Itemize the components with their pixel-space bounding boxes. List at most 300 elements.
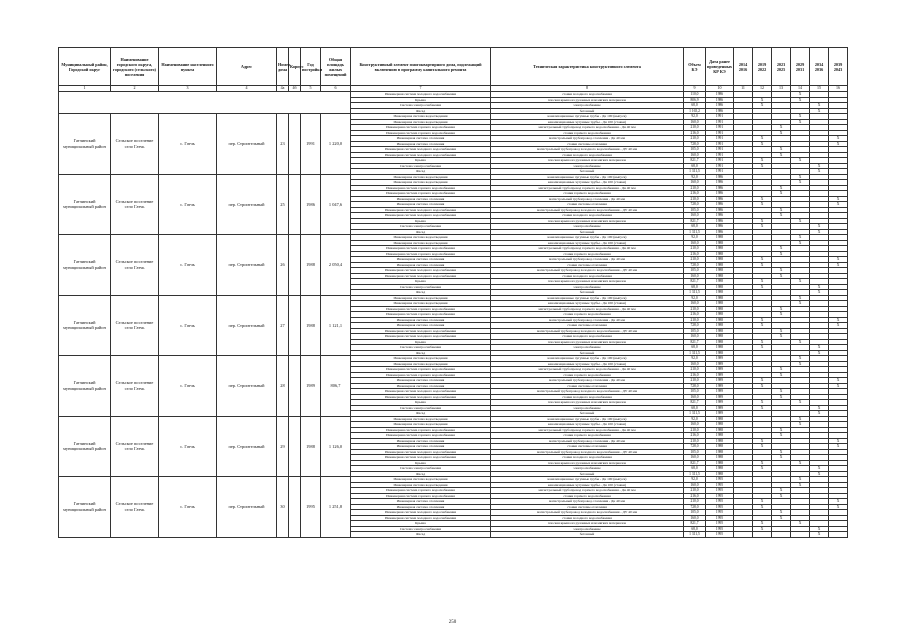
element-cell: Инженерная система водоотведения — [351, 477, 491, 483]
element-cell: Инженерная система горячего водоснабжения — [351, 493, 491, 499]
settlement-cell: Сельское поселение село Гатчь — [111, 295, 159, 356]
building-cell — [289, 416, 301, 477]
period-mark-cell: X — [791, 521, 810, 527]
area-cell: 806,7 — [321, 356, 351, 417]
period-mark-cell: X — [791, 180, 810, 186]
period-mark-cell: X — [753, 284, 772, 290]
volume-cell: 160,0 — [684, 301, 706, 307]
period-mark-cell: X — [753, 504, 772, 510]
characteristic-cell: магистральный трубопровод горячего водоснабжения - Дн 40 мм — [491, 427, 684, 433]
characteristic-cell: магистральный трубопровод холодного водоснабжения - ДУ 40 мм — [491, 510, 684, 516]
volume-cell: 92,0 — [684, 477, 706, 483]
header-locality: Наименование населенного пункта — [159, 48, 217, 86]
element-cell: Инженерная система водоотведения — [351, 422, 491, 428]
volume-cell: 1 311,5 — [684, 290, 706, 296]
prev-repair-cell: 1989 — [706, 411, 734, 417]
period-mark-cell: X — [753, 460, 772, 466]
period-mark-cell: X — [772, 125, 791, 131]
element-cell: Инженерная система горячего водоснабжения — [351, 433, 491, 439]
prev-repair-cell: 1995 — [706, 477, 734, 483]
header-prev-repair: Дата ранее проведенных КР КЭ — [706, 48, 734, 86]
period-mark-cell: X — [772, 394, 791, 400]
period-mark-cell: X — [753, 383, 772, 389]
characteristic-cell: магистральный трубопровод горячего водоснабжения - Дн 40 мм — [491, 246, 684, 252]
period-mark-cell: X — [810, 532, 829, 538]
period-mark-cell: X — [829, 196, 848, 202]
prev-repair-cell: 1989 — [706, 405, 734, 411]
prev-repair-cell: 1991 — [706, 147, 734, 153]
prev-repair-cell: 1991 — [706, 125, 734, 131]
period-mark-cell: X — [810, 290, 829, 296]
prev-repair-cell: 1991 — [706, 152, 734, 158]
year-cell: 1988 — [301, 295, 321, 356]
element-cell: Инженерная система водоотведения — [351, 114, 491, 120]
period-mark-cell: X — [791, 97, 810, 103]
register-sheet — [58, 47, 847, 538]
period-mark-cell: X — [753, 526, 772, 532]
building-cell — [289, 295, 301, 356]
volume-cell: 92,0 — [684, 356, 706, 362]
prev-repair-cell: 1986 — [706, 185, 734, 191]
characteristic-cell: магистральный трубопровод холодного водоснабжения - ДУ 40 мм — [491, 207, 684, 213]
characteristic-cell: канализационные чугунные трубы - Дн 100 (стояки) — [491, 119, 684, 125]
element-cell: Инженерная система холодного водоснабжения — [351, 394, 491, 400]
area-cell: 1 220,0 — [321, 114, 351, 175]
prev-repair-cell: 1986 — [706, 191, 734, 197]
period-mark-cell: X — [772, 455, 791, 461]
locality-cell: с. Гатчь — [159, 477, 217, 538]
characteristic-cell: стояки системы отопления — [491, 202, 684, 208]
characteristic-cell: стояки системы отопления — [491, 323, 684, 329]
element-cell: Инженерная система горячего водоснабжения — [351, 372, 491, 378]
period-mark-cell: X — [791, 235, 810, 241]
header-rayon: Муниципальный район, Городской округ — [59, 48, 111, 86]
period-mark-cell: X — [829, 323, 848, 329]
table-body — [59, 92, 848, 538]
volume-cell: 110,0 — [684, 92, 706, 98]
volume-cell: 68,0 — [684, 163, 706, 169]
volume-cell: 821,7 — [684, 400, 706, 406]
house-cell: 30 — [277, 477, 289, 538]
volume-cell: 728,0 — [684, 141, 706, 147]
element-cell: Инженерная система отопления — [351, 262, 491, 268]
house-cell: 29 — [277, 416, 289, 477]
element-cell: Инженерная система отопления — [351, 317, 491, 323]
characteristic-cell: стояки холодного водоснабжения — [491, 273, 684, 279]
rayon-cell: Гатчинский муниципальный район — [59, 477, 111, 538]
characteristic-cell: магистральный трубопровод холодного водоснабжения - ДУ 40 мм — [491, 449, 684, 455]
volume-cell: 160,0 — [684, 152, 706, 158]
characteristic-cell: электроснабжение — [491, 526, 684, 532]
period-mark-cell: X — [772, 372, 791, 378]
period-mark-cell: X — [791, 356, 810, 362]
volume-cell: 105,0 — [684, 449, 706, 455]
prev-repair-cell: 1995 — [706, 532, 734, 538]
period-mark-cell: X — [829, 499, 848, 505]
volume-cell: 160,0 — [684, 482, 706, 488]
characteristic-cell: стояки системы отопления — [491, 504, 684, 510]
element-cell: Инженерная система водоотведения — [351, 301, 491, 307]
period-mark-cell: X — [772, 213, 791, 219]
period-mark-cell — [829, 532, 848, 538]
element-cell: Инженерная система отопления — [351, 202, 491, 208]
volume-cell: 68,0 — [684, 466, 706, 472]
period-mark-cell: X — [829, 378, 848, 384]
element-cell: Инженерная система холодного водоснабжения — [351, 334, 491, 340]
prev-repair-cell: 1988 — [706, 246, 734, 252]
volume-cell: 210,0 — [684, 488, 706, 494]
characteristic-cell: электроснабжение — [491, 405, 684, 411]
area-cell: 1 121,1 — [321, 295, 351, 356]
prev-repair-cell: 1988 — [706, 334, 734, 340]
element-cell: Инженерная система водоотведения — [351, 482, 491, 488]
volume-cell: 160,0 — [684, 334, 706, 340]
area-cell: 1 047,6 — [321, 174, 351, 235]
column-index-cell: 16 — [829, 86, 848, 92]
address-cell: пер. Строительный — [217, 235, 277, 296]
period-mark-cell: X — [753, 323, 772, 329]
locality-cell: с. Гатчь — [159, 356, 217, 417]
prev-repair-cell: 1989 — [706, 389, 734, 395]
period-mark-cell: X — [791, 218, 810, 224]
characteristic-cell: электроснабжение — [491, 103, 684, 109]
continuation-cell — [59, 92, 351, 114]
characteristic-cell: стояки холодного водоснабжения — [491, 92, 684, 98]
period-mark-cell: X — [753, 339, 772, 345]
prev-repair-cell: 1988 — [706, 339, 734, 345]
period-mark-cell: X — [810, 284, 829, 290]
volume-cell: 68,0 — [684, 103, 706, 109]
prev-repair-cell: 1988 — [706, 345, 734, 351]
prev-repair-cell: 1991 — [706, 163, 734, 169]
period-mark-cell: X — [753, 345, 772, 351]
prev-repair-cell: 1986 — [706, 207, 734, 213]
prev-repair-cell: 1986 — [706, 180, 734, 186]
area-cell: 1 126,0 — [321, 416, 351, 477]
column-index-cell: 4а — [277, 86, 289, 92]
volume-cell: 821,7 — [684, 158, 706, 164]
header-period-4: 2029 2031 — [791, 48, 810, 86]
period-mark-cell — [753, 532, 772, 538]
period-mark-cell: X — [829, 317, 848, 323]
period-mark-cell: X — [829, 141, 848, 147]
period-mark-cell: X — [753, 141, 772, 147]
period-mark-cell: X — [753, 163, 772, 169]
volume-cell: 821,7 — [684, 460, 706, 466]
prev-repair-cell: 1995 — [706, 499, 734, 505]
element-cell: Инженерная система холодного водоснабжения — [351, 268, 491, 274]
element-cell: Инженерная система холодного водоснабжения — [351, 455, 491, 461]
period-mark-cell: X — [772, 246, 791, 252]
element-cell: Крыша — [351, 339, 491, 345]
volume-cell: 821,7 — [684, 279, 706, 285]
element-cell: Система электроснабжения — [351, 284, 491, 290]
volume-cell: 160,0 — [684, 515, 706, 521]
element-cell: Инженерная система отопления — [351, 499, 491, 505]
prev-repair-cell: 1986 — [706, 213, 734, 219]
volume-cell: 160,0 — [684, 240, 706, 246]
element-cell: Инженерная система отопления — [351, 504, 491, 510]
period-mark-cell: X — [791, 422, 810, 428]
element-cell: Крыша — [351, 218, 491, 224]
prev-repair-cell: 1989 — [706, 367, 734, 373]
period-mark-cell: X — [829, 257, 848, 263]
column-index-cell: 2 — [111, 86, 159, 92]
period-mark-cell: X — [810, 163, 829, 169]
volume-cell: 68,0 — [684, 526, 706, 532]
volume-cell: 728,0 — [684, 202, 706, 208]
prev-repair-cell: 1988 — [706, 295, 734, 301]
prev-repair-cell: 1995 — [706, 526, 734, 532]
prev-repair-cell: 1988 — [706, 262, 734, 268]
header-house: Номер дома — [277, 48, 289, 86]
characteristic-cell: бетонный — [491, 350, 684, 356]
period-mark-cell: X — [772, 147, 791, 153]
prev-repair-cell: 1989 — [706, 394, 734, 400]
period-mark-cell: X — [829, 262, 848, 268]
prev-repair-cell: 1988 — [706, 433, 734, 439]
column-index-cell: 15 — [810, 86, 829, 92]
characteristic-cell: канализационные чугунные трубы - Дн 100 (стояки) — [491, 361, 684, 367]
characteristic-cell: канализационные чугунные трубы - Дн 100 (выпуск) — [491, 477, 684, 483]
volume-cell: 216,0 — [684, 433, 706, 439]
period-mark-cell: X — [753, 438, 772, 444]
locality-cell: с. Гатчь — [159, 114, 217, 175]
element-cell: Крыша — [351, 97, 491, 103]
element-cell: Инженерная система горячего водоснабжения — [351, 312, 491, 318]
period-mark-cell: X — [791, 114, 810, 120]
characteristic-cell: стояки горячего водоснабжения — [491, 130, 684, 136]
prev-repair-cell: 1988 — [706, 251, 734, 257]
volume-cell: 728,0 — [684, 444, 706, 450]
period-mark-cell: X — [829, 444, 848, 450]
period-mark-cell: X — [772, 510, 791, 516]
prev-repair-cell: 1989 — [706, 361, 734, 367]
prev-repair-cell: 1986 — [706, 92, 734, 98]
column-index-cell: 11 — [734, 86, 753, 92]
prev-repair-cell: 1995 — [706, 521, 734, 527]
prev-repair-cell: 1988 — [706, 279, 734, 285]
volume-cell: 728,0 — [684, 504, 706, 510]
volume-cell: 216,0 — [684, 191, 706, 197]
characteristic-cell: стояки горячего водоснабжения — [491, 191, 684, 197]
house-cell: 28 — [277, 356, 289, 417]
header-period-5: 2034 2036 — [810, 48, 829, 86]
characteristic-cell: стояки системы отопления — [491, 444, 684, 450]
period-mark-cell: X — [810, 350, 829, 356]
volume-cell: 210,0 — [684, 196, 706, 202]
characteristic-cell: магистральный трубопровод горячего водоснабжения - Дн 40 мм — [491, 306, 684, 312]
period-mark-cell: X — [791, 460, 810, 466]
prev-repair-cell: 1991 — [706, 114, 734, 120]
characteristic-cell: плоская крыша из рулонных или мягких материалов — [491, 97, 684, 103]
element-cell: Инженерная система водоотведения — [351, 240, 491, 246]
settlement-cell: Сельское поселение село Гатчь — [111, 235, 159, 296]
volume-cell: 821,7 — [684, 339, 706, 345]
period-mark-cell: X — [753, 405, 772, 411]
address-cell: пер. Строительный — [217, 477, 277, 538]
element-cell: Система электроснабжения — [351, 345, 491, 351]
prev-repair-cell: 1988 — [706, 273, 734, 279]
volume-cell: 210,0 — [684, 246, 706, 252]
period-mark-cell: X — [829, 202, 848, 208]
building-cell — [289, 477, 301, 538]
prev-repair-cell: 1986 — [706, 174, 734, 180]
page-number: 250 — [448, 620, 457, 625]
column-index-cell: 14 — [791, 86, 810, 92]
period-mark-cell: X — [772, 488, 791, 494]
period-mark-cell: X — [772, 306, 791, 312]
characteristic-cell: магистральный трубопровод холодного водоснабжения - ДУ 40 мм — [491, 389, 684, 395]
period-mark-cell: X — [772, 185, 791, 191]
characteristic-cell: плоская крыша из рулонных или мягких материалов — [491, 339, 684, 345]
period-mark-cell: X — [791, 158, 810, 164]
rayon-cell: Гатчинский муниципальный район — [59, 295, 111, 356]
period-mark-cell: X — [829, 504, 848, 510]
prev-repair-cell: 1986 — [706, 97, 734, 103]
header-row — [59, 48, 848, 86]
element-cell: Система электроснабжения — [351, 224, 491, 230]
characteristic-cell: канализационные чугунные трубы - Дн 100 (выпуск) — [491, 356, 684, 362]
period-mark-cell: X — [772, 312, 791, 318]
column-index-cell: 5 — [301, 86, 321, 92]
period-mark-cell: X — [772, 130, 791, 136]
element-cell: Инженерная система отопления — [351, 378, 491, 384]
period-mark-cell: X — [772, 273, 791, 279]
volume-cell: 68,0 — [684, 405, 706, 411]
prev-repair-cell: 1986 — [706, 229, 734, 235]
element-cell: Инженерная система водоотведения — [351, 295, 491, 301]
element-cell: Инженерная система отопления — [351, 383, 491, 389]
prev-repair-cell: 1991 — [706, 136, 734, 142]
header-period-1: 2014 2016 — [734, 48, 753, 86]
volume-cell: 821,7 — [684, 218, 706, 224]
column-index-cell: 10 — [706, 86, 734, 92]
characteristic-cell: стояки холодного водоснабжения — [491, 455, 684, 461]
period-mark-cell: X — [753, 218, 772, 224]
period-mark-cell: X — [753, 158, 772, 164]
prev-repair-cell: 1995 — [706, 515, 734, 521]
element-cell: Система электроснабжения — [351, 163, 491, 169]
volume-cell: 210,0 — [684, 185, 706, 191]
building-cell — [289, 235, 301, 296]
characteristic-cell: плоская крыша из рулонных или мягких материалов — [491, 400, 684, 406]
prev-repair-cell: 1989 — [706, 383, 734, 389]
volume-cell: 1 311,5 — [684, 350, 706, 356]
characteristic-cell: стояки системы отопления — [491, 262, 684, 268]
volume-cell: 92,0 — [684, 174, 706, 180]
characteristic-cell: электроснабжение — [491, 284, 684, 290]
period-mark-cell: X — [753, 378, 772, 384]
period-mark-cell: X — [772, 207, 791, 213]
prev-repair-cell: 1988 — [706, 328, 734, 334]
characteristic-cell: плоская крыша из рулонных или мягких материалов — [491, 460, 684, 466]
characteristic-cell: бетонный — [491, 532, 684, 538]
volume-cell: 210,0 — [684, 438, 706, 444]
characteristic-cell: стояки холодного водоснабжения — [491, 152, 684, 158]
volume-cell: 216,0 — [684, 493, 706, 499]
characteristic-cell: стояки горячего водоснабжения — [491, 433, 684, 439]
volume-cell: 160,0 — [684, 119, 706, 125]
element-cell: Инженерная система горячего водоснабжения — [351, 306, 491, 312]
house-cell: 26 — [277, 235, 289, 296]
volume-cell: 216,0 — [684, 130, 706, 136]
volume-cell: 210,0 — [684, 257, 706, 263]
address-cell: пер. Строительный — [217, 114, 277, 175]
characteristic-cell: стояки горячего водоснабжения — [491, 312, 684, 318]
volume-cell: 105,0 — [684, 328, 706, 334]
period-mark-cell: X — [791, 416, 810, 422]
element-cell: Фасад — [351, 350, 491, 356]
volume-cell: 1 311,5 — [684, 229, 706, 235]
period-mark-cell: X — [810, 169, 829, 175]
volume-cell: 216,0 — [684, 251, 706, 257]
volume-cell: 160,0 — [684, 180, 706, 186]
period-mark-cell: X — [791, 119, 810, 125]
element-cell: Инженерная система водоотведения — [351, 180, 491, 186]
prev-repair-cell: 1988 — [706, 438, 734, 444]
characteristic-cell: стояки холодного водоснабжения — [491, 213, 684, 219]
volume-cell: 821,7 — [684, 521, 706, 527]
period-mark-cell: X — [753, 521, 772, 527]
prev-repair-cell: 1995 — [706, 510, 734, 516]
year-cell: 1991 — [301, 114, 321, 175]
prev-repair-cell: 1991 — [706, 158, 734, 164]
header-volume: Объем КЭ — [684, 48, 706, 86]
volume-cell: 1 311,5 — [684, 411, 706, 417]
prev-repair-cell: 1988 — [706, 235, 734, 241]
period-mark-cell: X — [791, 279, 810, 285]
volume-cell: 92,0 — [684, 114, 706, 120]
prev-repair-cell: 1988 — [706, 455, 734, 461]
element-cell: Инженерная система водоотведения — [351, 361, 491, 367]
element-cell: Фасад — [351, 169, 491, 175]
period-mark-cell: X — [753, 444, 772, 450]
period-mark-cell: X — [791, 361, 810, 367]
prev-repair-cell: 1995 — [706, 504, 734, 510]
period-mark-cell: X — [772, 433, 791, 439]
area-cell: 1 251,8 — [321, 477, 351, 538]
period-mark-cell: X — [772, 367, 791, 373]
characteristic-cell: плоская крыша из рулонных или мягких материалов — [491, 279, 684, 285]
period-mark-cell: X — [810, 108, 829, 114]
prev-repair-cell: 1988 — [706, 444, 734, 450]
characteristic-cell: бетонный — [491, 169, 684, 175]
settlement-cell: Сельское поселение село Гатчь — [111, 114, 159, 175]
period-mark-cell: X — [753, 97, 772, 103]
period-mark-cell: X — [810, 405, 829, 411]
column-index-cell: 4 — [217, 86, 277, 92]
prev-repair-cell: 1988 — [706, 257, 734, 263]
period-mark-cell: X — [791, 477, 810, 483]
year-cell: 1988 — [301, 416, 321, 477]
element-cell: Инженерная система холодного водоснабжения — [351, 207, 491, 213]
volume-cell: 728,0 — [684, 262, 706, 268]
element-cell: Система электроснабжения — [351, 103, 491, 109]
period-mark-cell: X — [791, 400, 810, 406]
header-settlement: Наименование городского округа, городского (сельского) поселения — [111, 48, 159, 86]
element-cell: Инженерная система водоотведения — [351, 174, 491, 180]
element-cell: Инженерная система отопления — [351, 196, 491, 202]
volume-cell: 806,9 — [684, 97, 706, 103]
prev-repair-cell: 1988 — [706, 416, 734, 422]
header-address: Адрес — [217, 48, 277, 86]
rayon-cell: Гатчинский муниципальный район — [59, 416, 111, 477]
characteristic-cell: стояки холодного водоснабжения — [491, 394, 684, 400]
element-cell: Крыша — [351, 400, 491, 406]
element-cell: Фасад — [351, 229, 491, 235]
element-cell: Инженерная система холодного водоснабжения — [351, 147, 491, 153]
